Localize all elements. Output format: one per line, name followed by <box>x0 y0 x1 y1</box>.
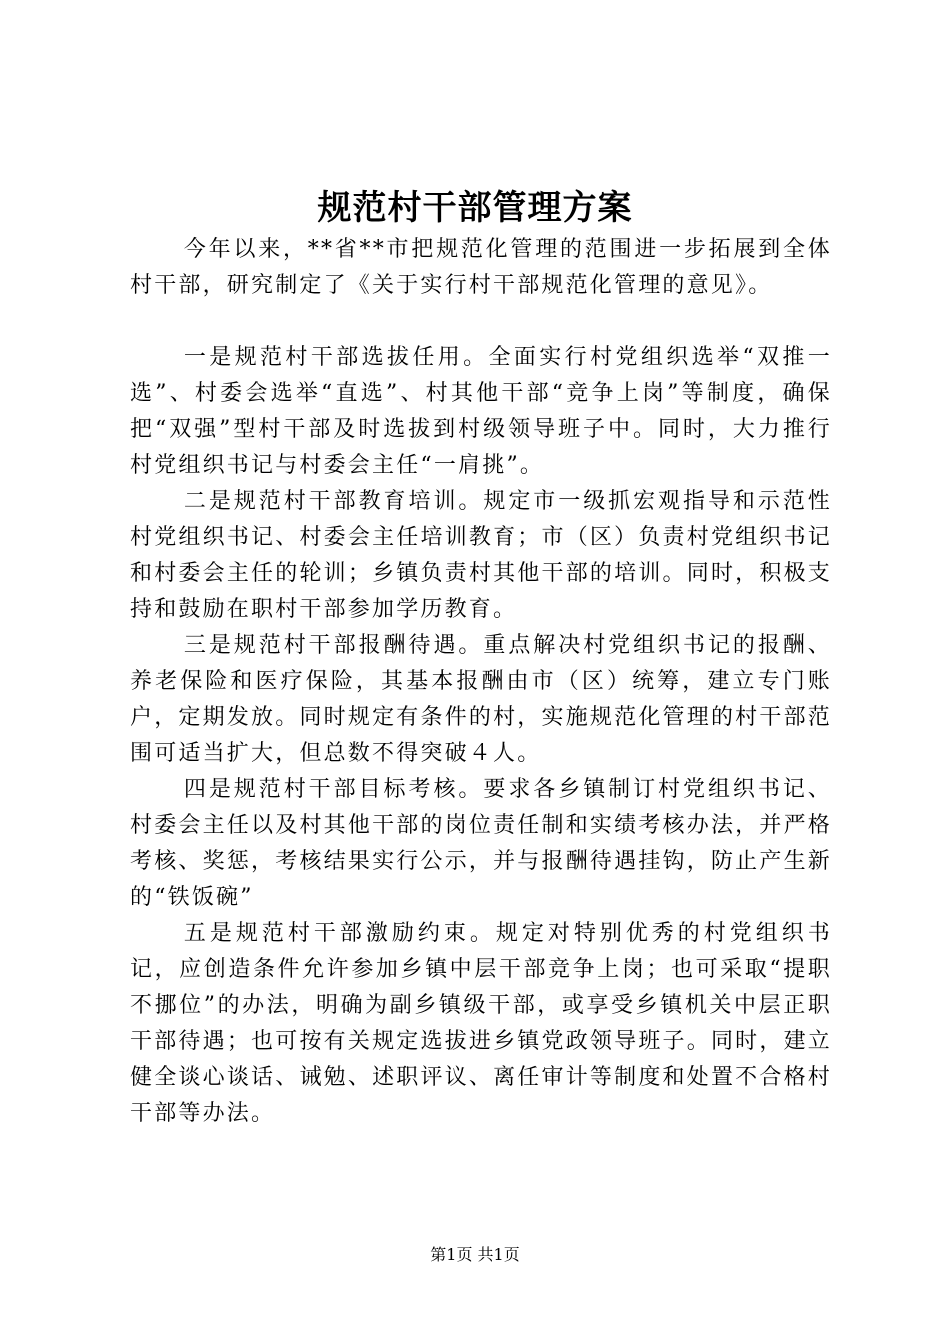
document-body <box>130 232 832 1132</box>
paragraph-selection: 一是规范村干部选拔任用。全面实行村党组织选举“双推一选”、村委会选举“直选”、村其他干部“竞争上岗”等制度，确保把“双强”型村干部及时选拔到村级领导班子中。同时，大力推行村党组织书记与村委会主任“一肩挑”。 <box>130 345 832 478</box>
paragraph-training: 二是规范村干部教育培训。规定市一级抓宏观指导和示范性村党组织书记、村委会主任培训教育；市（区）负责村党组织书记和村委会主任的轮训；乡镇负责村其他干部的培训。同时，积极支持和鼓励在职村干部参加学历教育。 <box>130 489 832 622</box>
intro-paragraph: 今年以来，**省**市把规范化管理的范围进一步拓展到全体村干部，研究制定了《关于实行村干部规范化管理的意见》。 <box>130 237 832 298</box>
paragraph-compensation: 三是规范村干部报酬待遇。重点解决村党组织书记的报酬、养老保险和医疗保险，其基本报酬由市（区）统筹，建立专门账户，定期发放。同时规定有条件的村，实施规范化管理的村干部范围可适当扩大，但总数不得突破４人。 <box>130 633 832 766</box>
page-number-footer: 第1页 共1页 <box>430 1245 520 1264</box>
paragraph-assessment: 四是规范村干部目标考核。要求各乡镇制订村党组织书记、村委会主任以及村其他干部的岗位责任制和实绩考核办法，并严格考核、奖惩，考核结果实行公示，并与报酬待遇挂钩，防止产生新的“铁饭碗” <box>130 777 832 910</box>
paragraph-incentives: 五是规范村干部激励约束。规定对特别优秀的村党组织书记，应创造条件允许参加乡镇中层干部竞争上岗；也可采取“提职不挪位”的办法，明确为副乡镇级干部，或享受乡镇机关中层正职干部待遇；也可按有关规定选拔进乡镇党政领导班子。同时，建立健全谈心谈话、诫勉、述职评议、离任审计等制度和处置不合格村干部等办法。 <box>130 921 832 1126</box>
document-title: 规范村干部管理方案 <box>317 188 633 228</box>
